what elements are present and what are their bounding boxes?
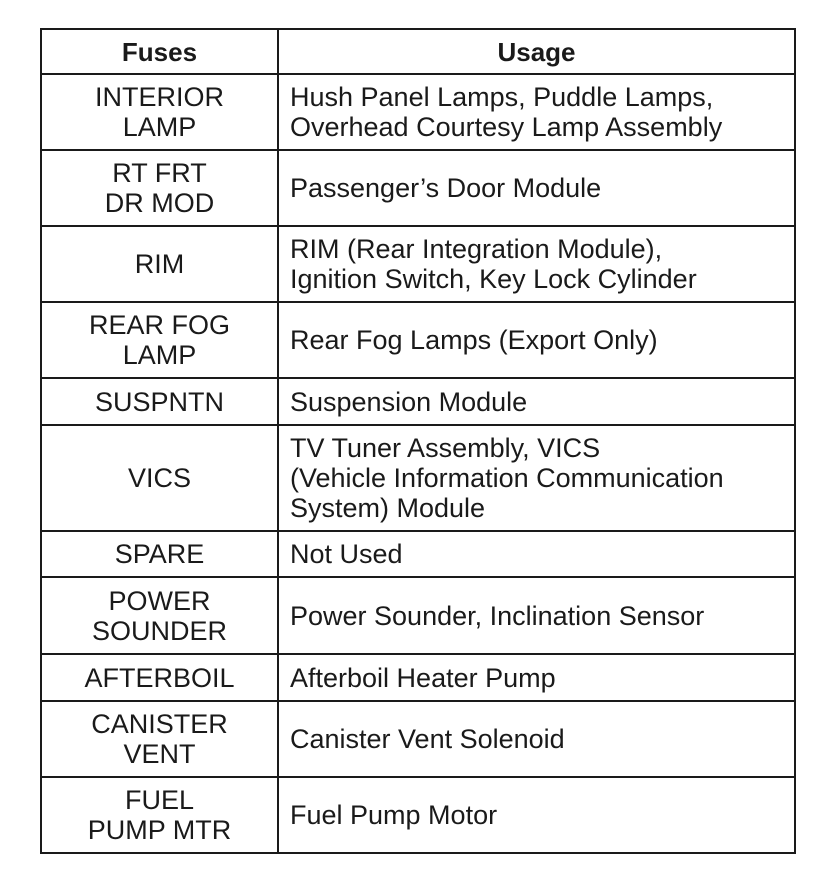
fuses-column-header: Fuses: [41, 29, 278, 74]
fuse-usage-table: [40, 28, 796, 854]
table-row: [41, 74, 795, 150]
usage-cell: RIM (Rear Integration Module), Ignition Switch, Key Lock Cylinder: [278, 226, 795, 302]
usage-cell: Passenger’s Door Module: [278, 150, 795, 226]
table-row: [41, 425, 795, 531]
usage-cell: Canister Vent Solenoid: [278, 701, 795, 777]
fuse-cell: SPARE: [41, 531, 278, 577]
usage-cell: Suspension Module: [278, 378, 795, 425]
fuse-cell: RIM: [41, 226, 278, 302]
fuse-cell: CANISTER VENT: [41, 701, 278, 777]
table-row: [41, 531, 795, 577]
table-body: [41, 74, 795, 853]
fuse-cell: INTERIOR LAMP: [41, 74, 278, 150]
usage-cell: Not Used: [278, 531, 795, 577]
table-row: [41, 226, 795, 302]
header-row: [41, 29, 795, 74]
fuse-cell: SUSPNTN: [41, 378, 278, 425]
table-row: [41, 777, 795, 853]
table-row: [41, 302, 795, 378]
table-row: [41, 150, 795, 226]
usage-cell: TV Tuner Assembly, VICS (Vehicle Information Communication System) Module: [278, 425, 795, 531]
usage-cell: Rear Fog Lamps (Export Only): [278, 302, 795, 378]
fuse-cell: FUEL PUMP MTR: [41, 777, 278, 853]
fuse-cell: REAR FOG LAMP: [41, 302, 278, 378]
usage-column-header: Usage: [278, 29, 795, 74]
usage-cell: Fuel Pump Motor: [278, 777, 795, 853]
fuse-cell: RT FRT DR MOD: [41, 150, 278, 226]
table-row: [41, 701, 795, 777]
fuse-cell: VICS: [41, 425, 278, 531]
usage-cell: Hush Panel Lamps, Puddle Lamps, Overhead Courtesy Lamp Assembly: [278, 74, 795, 150]
table-row: [41, 577, 795, 654]
fuse-cell: AFTERBOIL: [41, 654, 278, 701]
usage-cell: Afterboil Heater Pump: [278, 654, 795, 701]
table-row: [41, 378, 795, 425]
table-header: [41, 29, 795, 74]
usage-cell: Power Sounder, Inclination Sensor: [278, 577, 795, 654]
table-row: [41, 654, 795, 701]
fuse-cell: POWER SOUNDER: [41, 577, 278, 654]
